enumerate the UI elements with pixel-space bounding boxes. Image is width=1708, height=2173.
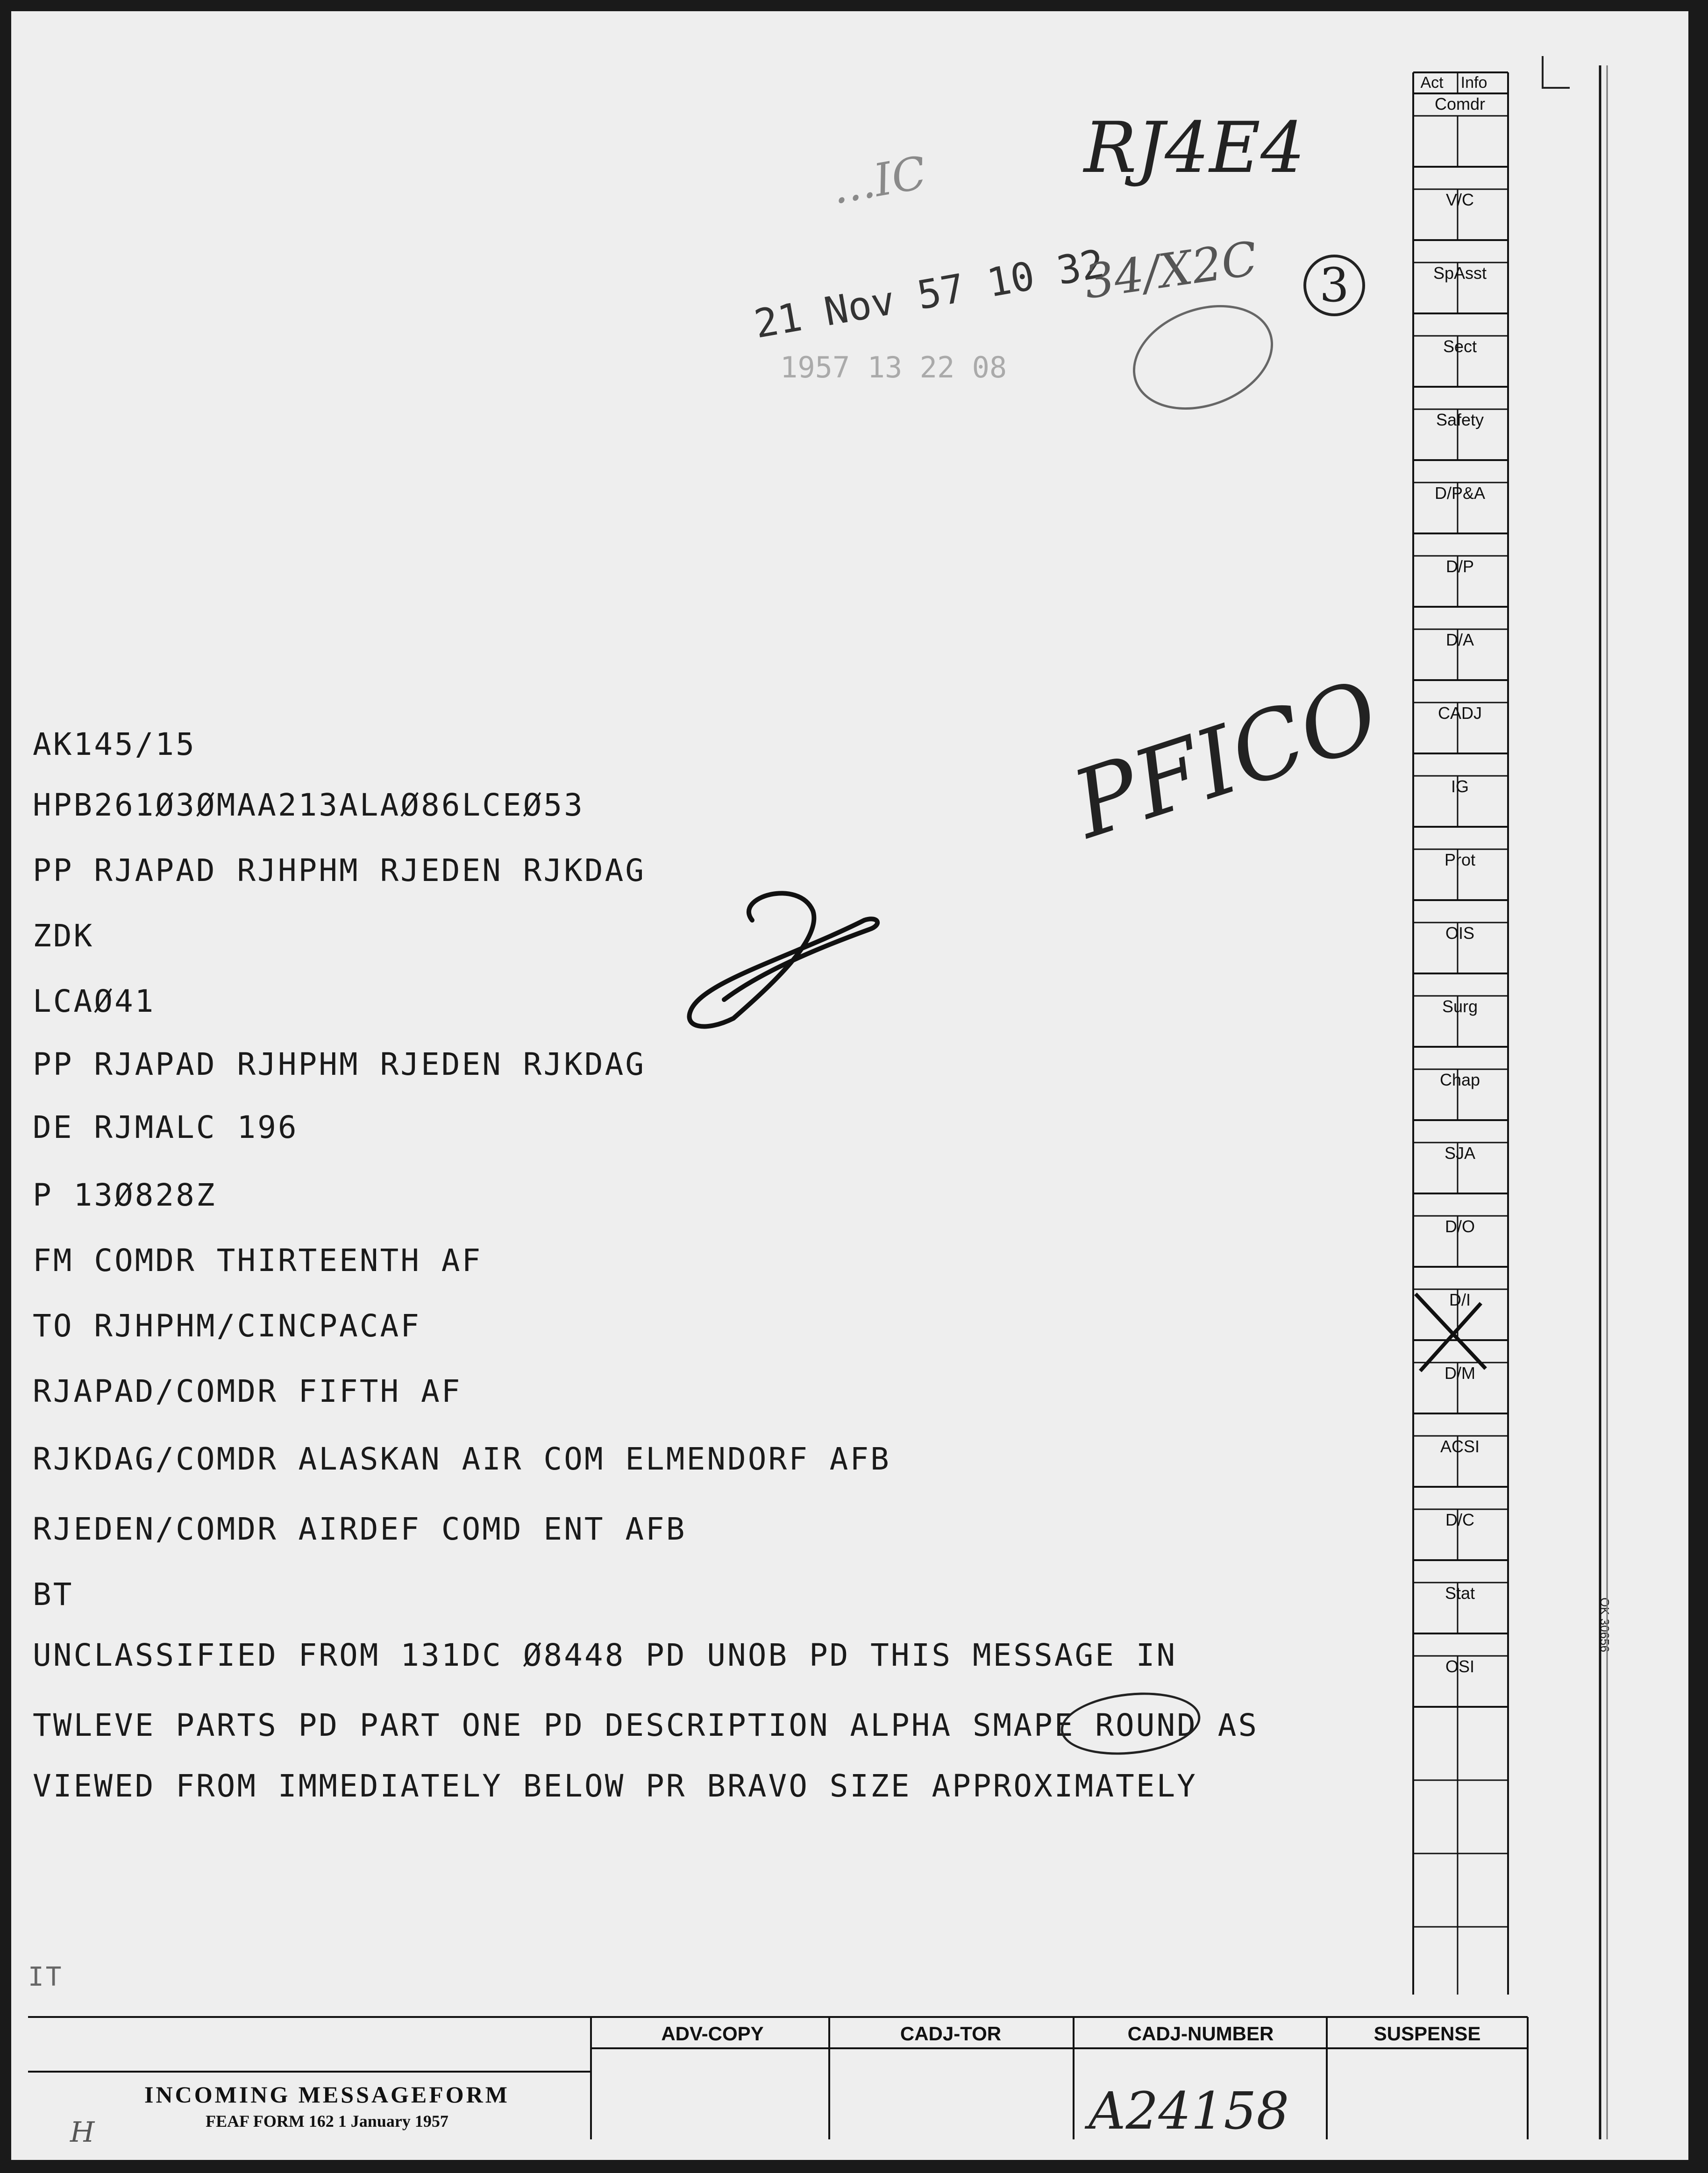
routing-item-v-c: V/C — [1445, 190, 1474, 209]
form-number: FEAF FORM 162 1 January 1957 — [206, 2112, 448, 2130]
handwritten-office-code: PFICO — [1060, 660, 1392, 860]
message-line: BT — [33, 1576, 74, 1612]
routing-item-d-a: D/A — [1445, 630, 1474, 649]
routing-item-acsi: ACSI — [1440, 1437, 1480, 1456]
routing-item-sja: SJA — [1444, 1143, 1476, 1163]
message-line: TWLEVE PARTS PD PART ONE PD DESCRIPTION ALPHA SMAPE ROUND AS — [33, 1707, 1259, 1743]
message-line: RJAPAD/COMDR FIFTH AF — [33, 1373, 462, 1409]
message-line: FM COMDR THIRTEENTH AF — [33, 1243, 483, 1278]
routing-item-d-m: D/M — [1445, 1363, 1475, 1383]
footer-col-cadj-tor: CADJ-TOR — [900, 2023, 1002, 2045]
message-line: PP RJAPAD RJHPHM RJEDEN RJKDAG — [33, 1046, 646, 1082]
routing-item-safety: Safety — [1436, 410, 1484, 429]
routing-item-comdr: Comdr — [1434, 94, 1486, 114]
routing-item-stat: Stat — [1445, 1584, 1475, 1603]
routing-item-prot: Prot — [1444, 850, 1476, 869]
message-line: ZDK — [33, 918, 94, 954]
routing-item-cadj: CADJ — [1438, 703, 1482, 723]
bottom-left-mark: H — [70, 2116, 95, 2149]
message-line: VIEWED FROM IMMEDIATELY BELOW PR BRAVO SIZE APPROXIMATELY — [33, 1768, 1197, 1804]
routing-item-d-p-a: D/P&A — [1434, 483, 1486, 503]
routing-item-ois: OIS — [1445, 923, 1474, 943]
routing-item-spasst: SpAsst — [1433, 263, 1487, 283]
form-title: INCOMING MESSAGEFORM — [144, 2081, 510, 2108]
message-line: HPB261Ø3ØMAA213ALAØ86LCEØ53 — [33, 787, 584, 823]
footer-col-suspense: SUSPENSE — [1374, 2023, 1481, 2045]
message-line: RJEDEN/COMDR AIRDEF COMD ENT AFB — [33, 1511, 687, 1547]
routing-item-chap: Chap — [1439, 1070, 1480, 1089]
routing-item-d-o: D/O — [1445, 1217, 1475, 1236]
routing-item-d-c: D/C — [1445, 1510, 1474, 1529]
routing-item-d-p: D/P — [1445, 557, 1474, 576]
bottom-mark: IT — [28, 1962, 64, 1992]
faint-header-stamp: ...IC — [827, 146, 931, 214]
routing-item-surg: Surg — [1442, 997, 1478, 1016]
side-note: OK 30656 — [1598, 1598, 1612, 1653]
footer-col-adv-copy: ADV-COPY — [661, 2023, 764, 2045]
circled-number: 3 — [1303, 255, 1365, 316]
routing-header-act: Act — [1420, 74, 1444, 92]
date-received-stamp: 21 Nov 57 10 32 — [751, 240, 1108, 348]
message-line: DE RJMALC 196 — [33, 1109, 299, 1145]
routing-item-d-i: D/I — [1449, 1290, 1471, 1309]
message-line: LCAØ41 — [33, 983, 156, 1019]
routing-item-osi: OSI — [1445, 1657, 1474, 1676]
message-line: TO RJHPHM/CINCPACAF — [33, 1308, 421, 1344]
message-line: PP RJAPAD RJHPHM RJEDEN RJKDAG — [33, 852, 646, 888]
handwritten-cadj-number: A24158 — [1089, 2081, 1289, 2141]
message-line: P 13Ø828Z — [33, 1177, 217, 1213]
message-line: UNCLASSIFIED FROM 131DC Ø8448 PD UNOB PD THIS MESSAGE IN — [33, 1637, 1177, 1673]
handwritten-sub-code: 34/X2C — [1081, 231, 1261, 310]
routing-header-info: Info — [1460, 74, 1487, 92]
footer-col-cadj-number: CADJ-NUMBER — [1127, 2023, 1274, 2045]
handwritten-file-code: RJ4E4 — [1084, 107, 1305, 189]
message-line: RJKDAG/COMDR ALASKAN AIR COM ELMENDORF AFB — [33, 1441, 891, 1477]
routing-item-sect: Sect — [1443, 337, 1477, 356]
faint-second-stamp: 1957 13 22 08 — [780, 350, 1007, 384]
routing-item-ig: IG — [1451, 777, 1469, 796]
message-line: AK145/15 — [33, 726, 196, 762]
